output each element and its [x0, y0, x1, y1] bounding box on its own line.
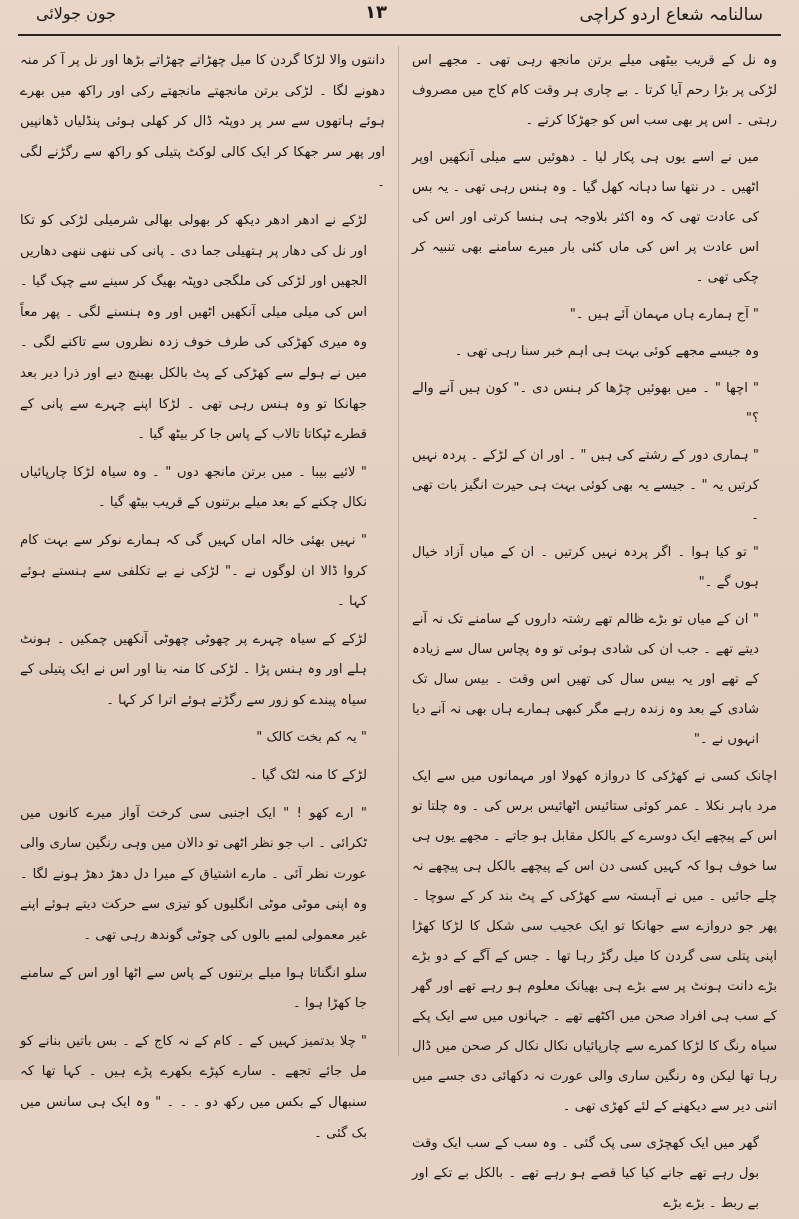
- paragraph: " ارے کھو ! " ایک اجنبی سی کرخت آواز میرے کانوں میں ٹکرائی ۔ اب جو نظر اٹھی تو دالان میں وہی رنگین ساری والی عورت نظر آئی ۔ مارے اشتیاق کے میرا دل دھڑ دھڑ ہونے لگا ۔ وہ اپنی موٹی موٹی انگلیوں کو تیزی سے حرکت دیتے ہوئے اپنے غیر معمولی لمبے بالوں کی چوٹی گوندھ رہی تھی ۔: [20, 805, 367, 944]
- column-divider: [398, 46, 399, 1056]
- magazine-title: سالنامہ شعاع اردو کراچی: [579, 5, 763, 25]
- page-number: ۱۳: [365, 2, 387, 23]
- paragraph: میں نے اسے یوں ہی پکار لیا ۔ دھوئیں سے میلی آنکھیں اوپر اٹھیں ۔ در نتھا سا دہانہ کھل گیا ۔ وہ ہنس رہی تھی ۔ یہ بس کی عادت تھی کہ وہ اکثر بلاوجہ ہی ہنسا کرتی اور اس کی اس عادت پر اس کی ماں کئی بار میرے سامنے بھی تنبیہ کر چکی تھی ۔: [412, 150, 759, 285]
- paragraph: اچانک کسی نے کھڑکی کا دروازہ کھولا اور مہمانوں میں سے ایک مرد باہر نکلا ۔ عمر کوئی ستائیس اٹھائیس برس کی ۔ وہ چلتا تو اس کے پیچھے ایک دوسرے کے بالکل مقابل ہو جاتے ۔ مجھے یوں ہی سا خوف ہوا کہ کہیں کسی دن اس کے پیچھے بالکل ہی پیچھے نہ چلے جائیں ۔ میں نے آہستہ سے کھڑکی کے پٹ بند کر کے سوچا ۔ پھر جو دروازے سے جھانکا تو ایک عجیب سی شکل کا لڑکا کھڑا اپنی پتلی سی گردن کا میل رگڑ رہا تھا ۔ جس کے آگے کے دو بڑے بڑے دانت ہونٹ پر سے بڑے ہی بھیانک معلوم ہو رہے تھے اور گھر کے سب ہی افراد صحن میں اکٹھے تھے ۔ جہانوں میں سے ایک پکے سیاہ رنگ کا لڑکا کمرے سے چارپائیاں نکال نکال کر صحن میں ڈال رہا تھا لیکن وہ رنگین ساری والی عورت نہ دکھائی دی جسے میں اتنی دیر سے دیکھنے کے لئے کھڑی تھی ۔: [412, 769, 777, 1114]
- paragraph: لڑکے کے سیاہ چہرے پر چھوٹی چھوٹی آنکھیں چمکیں ۔ ہونٹ ہلے اور وہ ہنس پڑا ۔ لڑکی کا منہ بنا اور اس نے ایک پتیلی کے سیاہ پیندے کو زور سے رگڑتے ہوئے اترا کر کہا ۔: [20, 631, 367, 708]
- paragraph: " نہیں بھئی خالہ اماں کہیں گی کہ ہمارے نوکر سے بہت کام کروا ڈالا ان لوگوں نے ۔" لڑکی نے بے تکلفی سے ہنستے ہوئے کہا ۔: [20, 532, 367, 610]
- text-column-left: [20, 46, 385, 1141]
- paragraph: " لائیے بیبا ۔ میں برتن مانجھ دوں " ۔ وہ سیاہ لڑکا چارپائیاں نکال چکنے کے بعد میلے برتنوں کے قریب بیٹھ گیا ۔: [20, 464, 367, 511]
- paragraph: " آج ہمارے ہاں مہمان آئے ہیں ۔": [569, 307, 759, 322]
- paragraph: " ہماری دور کے رشتے کی ہیں " ۔ اور ان کے لڑکے ۔ پردہ نہیں کرتیں یہ " ۔ جیسے یہ بھی کوئی بہت ہی حیرت انگیز بات تھی ۔: [412, 448, 759, 523]
- paragraph: لڑکے نے ادھر ادھر دیکھ کر بھولی بھالی شرمیلی لڑکی کو تکا اور نل کی دھار پر ہتھیلی جما دی ۔ پانی کی ننھی ننھی دھاریں الجھیں اور لڑکی کی ملگجی دوپٹہ بھیگ کر سینے سے چپک گیا ۔ اس کی میلی میلی آنکھیں اٹھیں اور وہ ہنسنے لگی ۔ پھر معاً وہ میری کھڑکی کی طرف خوف زدہ نظروں سے تاکنے لگی ۔ میں نے ہولے سے کھڑکی کے پٹ بالکل بھینچ دیے اور ذرا دیر بعد جھانکا تو وہ ہنس رہی تھی ۔ لڑکا اپنے چہرے سے پانی کے قطرے ٹپکاتا تالاب کے پاس جا کر بیٹھ گیا ۔: [20, 212, 367, 443]
- paragraph: " چلا بدتمیز کہیں کے ۔ کام کے نہ کاج کے ۔ بس باتیں بنانے کو مل جائے تجھے ۔ سارے کپڑے بکھرے پڑے ہیں ۔ کہا تھا کہ سنبھال کے بکس میں رکھ دو ۔ ۔ ۔ " وہ ایک ہی سانس میں بک گئی ۔: [20, 1033, 367, 1141]
- text-column-right: [412, 46, 777, 1211]
- header-rule: [18, 34, 781, 36]
- paragraph: وہ نل کے قریب بیٹھی میلے برتن مانجھ رہی تھی ۔ مجھے اس لڑکی پر بڑا رحم آیا کرتا ۔ بے چاری ہر وقت کام کاج میں مصروف رہتی ۔ اس پر بھی سب اس کو جھڑکا کرتے ۔: [412, 53, 777, 128]
- page-header: [0, 0, 799, 40]
- issue-month: جون جولائی: [36, 4, 117, 23]
- paragraph: وہ جیسے مجھے کوئی بہت ہی اہم خبر سنا رہی تھی ۔: [454, 344, 759, 359]
- paragraph: " تو کیا ہوا ۔ اگر پردہ نہیں کرتیں ۔ ان کے میاں آزاد خیال ہوں گے ۔": [412, 545, 759, 590]
- paragraph: دانتوں والا لڑکا گردن کا میل چھڑاتے چھڑاتے بڑھا اور نل پر آ کر منہ دھونے لگا ۔ لڑکی برتن مانجھتے مانجھتے رکی اور راکھ میں بھرے ہوئے ہاتھوں سے سر پر دوپٹہ ڈال کر کھلی ہوئی پنڈلیاں ڈھانپیں اور پھر سر جھکا کر ایک کالی لوکٹ پتیلی کو راکھ سے رگڑنے لگی ۔: [20, 53, 385, 191]
- paragraph: " ان کے میاں تو بڑے ظالم تھے رشتہ داروں کے سامنے تک نہ آنے دیتے تھے ۔ جب ان کی شادی ہوئی تو وہ پچاس سال سے زیادہ کے تھے اور یہ بیس سال کی تھیں اس وقت ۔ بیس سال تک شادی کے بعد وہ زندہ رہے مگر کبھی ہمارے ہاں بھی نہ آنے دیا انہوں نے ۔": [412, 612, 759, 747]
- paragraph: گھر میں ایک کھچڑی سی پک گئی ۔ وہ سب کے سب ایک وقت بول رہے تھے جانے کیا کیا قصے ہو رہے تھے ۔ بالکل بے تکے اور بے ربط ۔ بڑے بڑے: [412, 1136, 759, 1211]
- paragraph: " یہ کم بخت کالک ": [256, 730, 367, 746]
- paragraph: " اچھا " ۔ میں بھوئیں چڑھا کر ہنس دی ۔" کون ہیں آنے والے ؟": [412, 381, 759, 426]
- paragraph: سلو انگناتا ہوا میلے برتنوں کے پاس سے اٹھا اور اس کے سامنے جا کھڑا ہوا ۔: [20, 965, 367, 1012]
- paragraph: لڑکے کا منہ لٹک گیا ۔: [249, 768, 367, 784]
